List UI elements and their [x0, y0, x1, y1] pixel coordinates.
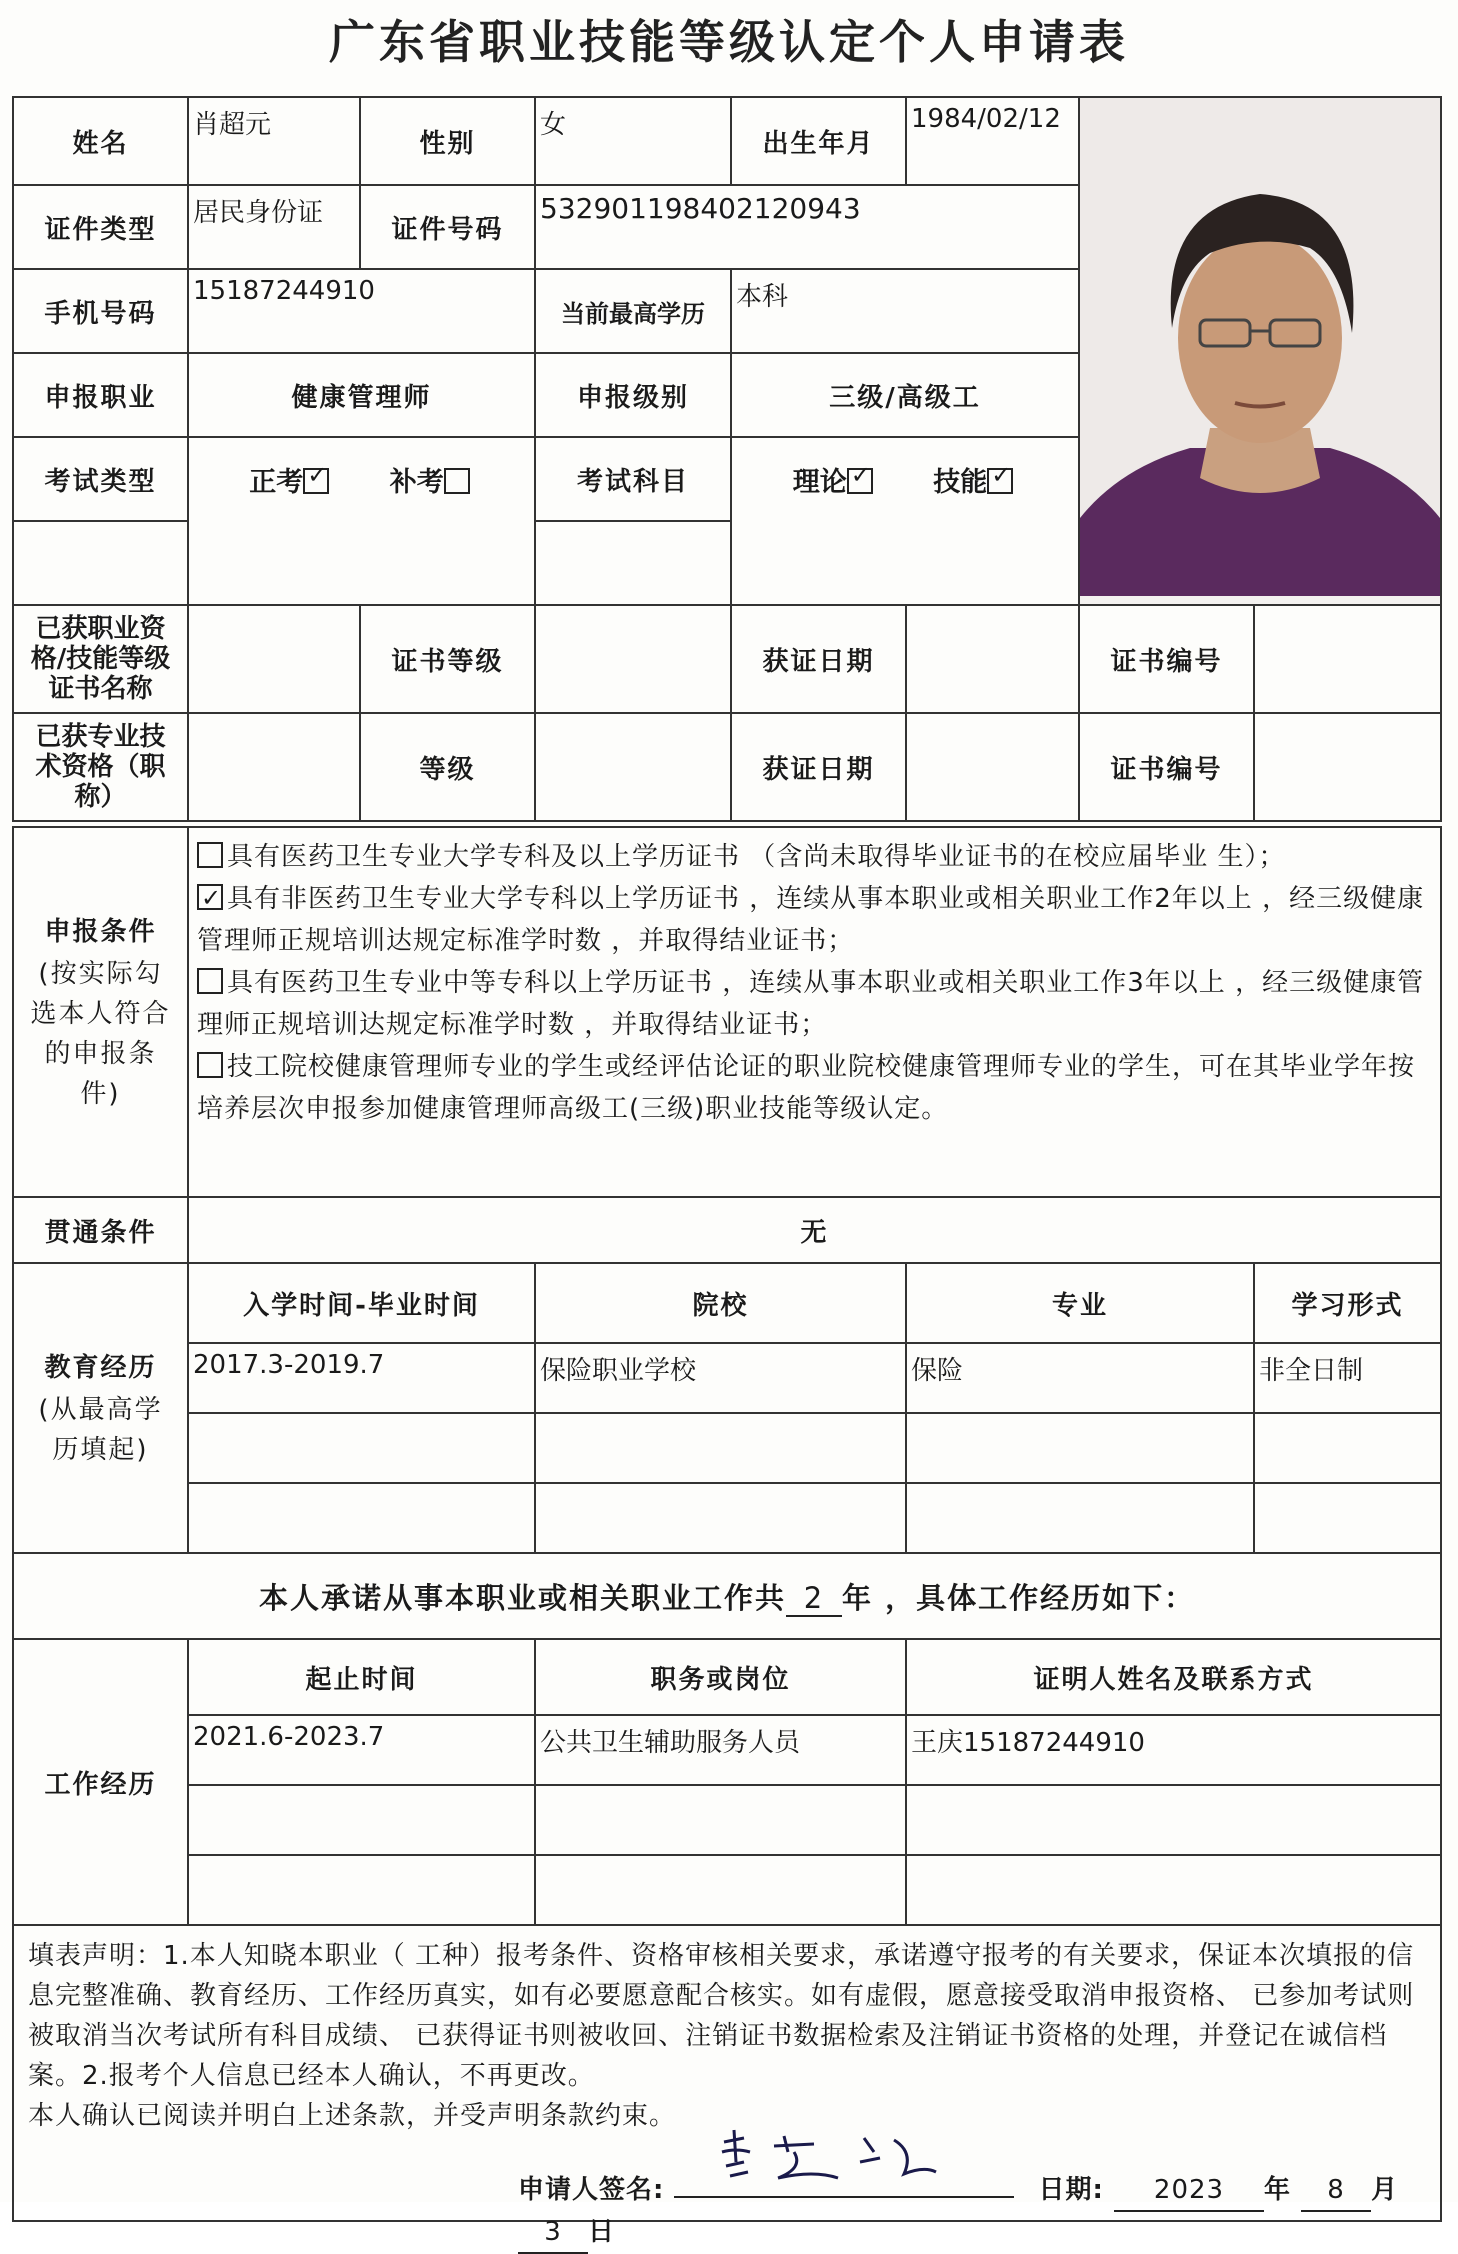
- year-unit: 年: [1264, 2175, 1292, 2205]
- work-cell[interactable]: [188, 1855, 535, 1925]
- edu-cell[interactable]: [535, 1413, 906, 1483]
- declaration-block: [13, 1925, 1441, 2247]
- work-commit-post: 年 ，具体工作经历如下：: [841, 1580, 1196, 1615]
- value-name[interactable]: 肖超元: [188, 97, 360, 185]
- work-cell[interactable]: 公共卫生辅助服务人员: [535, 1715, 906, 1785]
- form-title: 广东省职业技能等级认定个人申请表: [329, 15, 1129, 69]
- label-exam-subject: 考试科目: [535, 437, 731, 521]
- date-year-field[interactable]: 2023: [1114, 2170, 1264, 2212]
- label-occupation: 申报职业: [13, 353, 188, 437]
- exam-regular[interactable]: 正考✓: [249, 467, 333, 498]
- blank-cell: [535, 521, 731, 605]
- confirmation-text: 本人确认已阅读并明白上述条款，并受声明条款约束。: [28, 2101, 677, 2131]
- exam-theory-checkbox[interactable]: [847, 468, 873, 494]
- exam-skill[interactable]: 技能✓: [933, 467, 1017, 498]
- label-cert-date-2: 获证日期: [731, 713, 906, 821]
- exam-type-options: [188, 437, 535, 605]
- work-cell[interactable]: 2021.6-2023.7: [188, 1715, 535, 1785]
- conditions-table: [12, 826, 1442, 2247]
- value-id-type[interactable]: 居民身份证: [188, 185, 360, 269]
- label-phone: 手机号码: [13, 269, 188, 353]
- label-through: 贯通条件: [13, 1197, 188, 1263]
- label-id-type: 证件类型: [13, 185, 188, 269]
- exam-skill-checkbox[interactable]: [987, 468, 1013, 494]
- value-education[interactable]: 本科: [731, 269, 1079, 353]
- condition-item[interactable]: ✓具有非医药卫生专业大学专科以上学历证书 ，连续从事本职业或相关职业工作2年以上 ，经三级健康管理师正规培训达规定标准学时数 ，并取得结业证书；: [197, 878, 1432, 962]
- exam-subject-options: [731, 437, 1079, 605]
- blank-cell: [13, 521, 188, 605]
- table-row: [13, 1715, 1441, 1785]
- handwritten-signature-icon: [714, 2122, 944, 2186]
- label-exam-type: 考试类型: [13, 437, 188, 521]
- personal-info-table: [12, 96, 1442, 822]
- edu-header-major: 专业: [906, 1263, 1254, 1343]
- table-row: [13, 1785, 1441, 1855]
- value-cert-no[interactable]: [1254, 605, 1441, 713]
- edu-cell[interactable]: [906, 1413, 1254, 1483]
- label-cert-level: 证书等级: [360, 605, 535, 713]
- date-month-field[interactable]: 8: [1301, 2170, 1371, 2212]
- label-grade: 等级: [360, 713, 535, 821]
- value-phone[interactable]: 15187244910: [188, 269, 535, 353]
- value-cert-level[interactable]: [535, 605, 731, 713]
- condition-item[interactable]: 具有医药卫生专业大学专科及以上学历证书 （含尚未取得毕业证书的在校应届毕业 生）；: [197, 836, 1432, 878]
- condition-item[interactable]: 技工院校健康管理师专业的学生或经评估论证的职业院校健康管理师专业的学生，可在其毕业学年按培养层次申报参加健康管理师高级工(三级)职业技能等级认定。: [197, 1052, 1416, 1124]
- condition-4-checkbox[interactable]: [197, 1052, 223, 1078]
- portrait-photo-icon: [1080, 98, 1440, 596]
- edu-cell[interactable]: [906, 1483, 1254, 1553]
- date-label: 日期:: [1038, 2175, 1104, 2205]
- conditions-note: (按实际勾选本人符合的申报条件): [30, 959, 171, 1109]
- edu-header-mode: 学习形式: [1254, 1263, 1441, 1343]
- signature-label: 申请人签名:: [518, 2175, 665, 2205]
- value-through[interactable]: 无: [188, 1197, 1441, 1263]
- label-qual-name: 已获职业资格/技能等级证书名称: [13, 605, 188, 713]
- work-header-period: 起止时间: [188, 1639, 535, 1715]
- label-name: 姓名: [13, 97, 188, 185]
- month-unit: 月: [1371, 2175, 1399, 2205]
- work-header-position: 职务或岗位: [535, 1639, 906, 1715]
- label-work-history: 工作经历: [13, 1639, 188, 1925]
- edu-cell[interactable]: [1254, 1483, 1441, 1553]
- label-edu-history: [13, 1263, 188, 1553]
- edu-header-school: 院校: [535, 1263, 906, 1343]
- day-unit: 日: [588, 2217, 616, 2247]
- label-id-no: 证件号码: [360, 185, 535, 269]
- condition-item[interactable]: 具有医药卫生专业中等专科以上学历证书 ，连续从事本职业或相关职业工作3年以上 ，经三级健康管理师正规培训达规定标准学时数 ，并取得结业证书；: [197, 968, 1425, 1040]
- value-cert-date-2[interactable]: [906, 713, 1079, 821]
- label-cert-no-2: 证书编号: [1079, 713, 1254, 821]
- label-gender: 性别: [360, 97, 535, 185]
- work-commitment: [13, 1553, 1441, 1639]
- date-day-field[interactable]: 3: [518, 2212, 588, 2254]
- table-row: [13, 1483, 1441, 1553]
- declaration-text: 填表声明：1.本人知晓本职业（ 工种）报考条件、资格审核相关要求，承诺遵守报考的有关要求，保证本次填报的信息完整准确、教育经历、工作经历真实，如有必要愿意配合核实。如有虚假，愿意接受取消申报资格、 已参加考试则被取消当次考试所有科目成绩、 已获得证书则被收回、注销证书数据检索及注销证书资格的处理，并登记在诚信档案。2.报考个人信息已经本人确认，不再更改。: [28, 1941, 1415, 2091]
- value-cert-no-2[interactable]: [1254, 713, 1441, 821]
- label-conditions: [13, 827, 188, 1197]
- label-tech-qual: 已获专业技术资格（职称）: [13, 713, 188, 821]
- work-years-field[interactable]: 2: [786, 1581, 842, 1617]
- label-cert-date: 获证日期: [731, 605, 906, 713]
- condition-3-checkbox[interactable]: [197, 968, 223, 994]
- work-cell[interactable]: 王庆15187244910: [906, 1715, 1441, 1785]
- exam-regular-checkbox[interactable]: [303, 468, 329, 494]
- work-header-reference: 证明人姓名及联系方式: [906, 1639, 1441, 1715]
- value-qual-name[interactable]: [188, 605, 360, 713]
- label-cert-no: 证书编号: [1079, 605, 1254, 713]
- table-row: [13, 1413, 1441, 1483]
- edu-cell[interactable]: 保险职业学校: [535, 1343, 906, 1413]
- signature-row: [28, 2156, 1426, 2247]
- edu-header-period: 入学时间-毕业时间: [188, 1263, 535, 1343]
- work-cell[interactable]: [188, 1785, 535, 1855]
- edu-history-note: (从最高学历填起): [38, 1395, 163, 1465]
- table-row: [13, 1855, 1441, 1925]
- label-birth: 出生年月: [731, 97, 906, 185]
- label-education: 当前最高学历: [535, 269, 731, 353]
- work-cell[interactable]: [906, 1785, 1441, 1855]
- table-row: [13, 1343, 1441, 1413]
- edu-cell[interactable]: [188, 1413, 535, 1483]
- work-cell[interactable]: [535, 1785, 906, 1855]
- work-cell[interactable]: [535, 1855, 906, 1925]
- conditions-list: [188, 827, 1441, 1197]
- label-level: 申报级别: [535, 353, 731, 437]
- edu-cell[interactable]: [188, 1483, 535, 1553]
- exam-makeup-checkbox[interactable]: [444, 468, 470, 494]
- edu-history-title: 教育经历: [44, 1353, 157, 1383]
- edu-cell[interactable]: [535, 1483, 906, 1553]
- edu-cell[interactable]: 保险: [906, 1343, 1254, 1413]
- conditions-title: 申报条件: [44, 917, 157, 947]
- applicant-photo: [1079, 97, 1441, 605]
- work-commit-pre: 本人承诺从事本职业或相关职业工作共: [258, 1580, 786, 1615]
- exam-theory[interactable]: 理论✓: [793, 467, 877, 498]
- value-grade[interactable]: [535, 713, 731, 821]
- value-level[interactable]: 三级/高级工: [731, 353, 1079, 437]
- value-id-no[interactable]: 532901198402120943: [535, 185, 1079, 269]
- edu-cell[interactable]: 2017.3-2019.7: [188, 1343, 535, 1413]
- value-birth[interactable]: 1984/02/12: [906, 97, 1079, 185]
- condition-1-checkbox[interactable]: [197, 842, 223, 868]
- value-gender[interactable]: 女: [535, 97, 731, 185]
- edu-cell[interactable]: [1254, 1413, 1441, 1483]
- signature-field[interactable]: [674, 2156, 1014, 2198]
- value-tech-qual[interactable]: [188, 713, 360, 821]
- edu-cell[interactable]: 非全日制: [1254, 1343, 1441, 1413]
- work-cell[interactable]: [906, 1855, 1441, 1925]
- value-occupation[interactable]: 健康管理师: [188, 353, 535, 437]
- condition-2-checkbox[interactable]: [197, 884, 223, 910]
- value-cert-date[interactable]: [906, 605, 1079, 713]
- exam-makeup[interactable]: 补考: [390, 467, 474, 498]
